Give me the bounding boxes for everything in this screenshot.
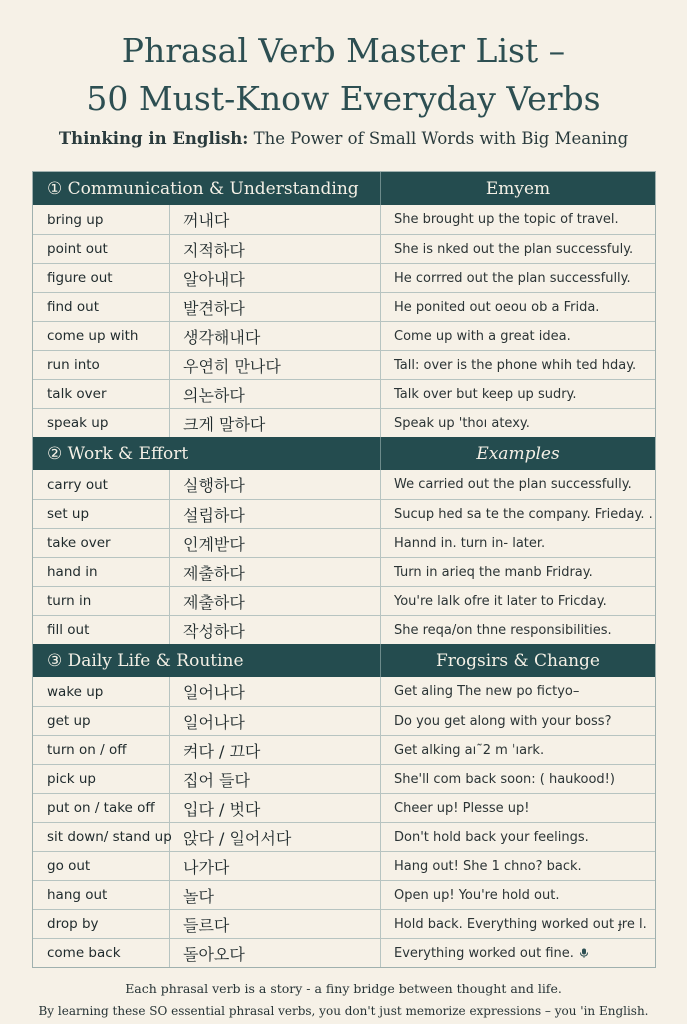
- verb-cell: [33, 322, 170, 350]
- footer-line1: Each phrasal verb is a story - a finy bridge between thought and life.: [125, 981, 562, 996]
- verb-text: carry out: [47, 476, 108, 493]
- verb-cell: [33, 500, 170, 528]
- table-row: [33, 499, 655, 528]
- meaning-cell: [170, 707, 381, 735]
- example-cell: [381, 529, 655, 557]
- meaning-text: 발견하다: [183, 298, 245, 318]
- table-row: [33, 205, 655, 234]
- example-text: Open up! You're hold out.: [394, 887, 560, 903]
- section-header: [33, 437, 655, 470]
- verb-text: come up with: [47, 328, 139, 344]
- example-text: Talk over but keep up sudry.: [394, 386, 577, 402]
- table-row: [33, 822, 655, 851]
- table-row: [33, 234, 655, 263]
- example-text: She reqa/on thne responsibilities.: [394, 622, 612, 638]
- verb-text: go out: [47, 858, 91, 874]
- verb-text: hand in: [47, 564, 98, 580]
- verb-cell: [33, 707, 170, 735]
- page-title-line1: Phrasal Verb Master List –: [121, 31, 566, 70]
- section-header: [33, 172, 655, 205]
- meaning-text: 실행하다: [183, 476, 245, 495]
- phrasal-verb-table: [32, 171, 656, 968]
- verb-cell: [33, 235, 170, 263]
- example-text: We carried out the plan successfully.: [394, 477, 632, 492]
- meaning-cell: [170, 823, 381, 851]
- meaning-text: 제출하다: [183, 592, 245, 612]
- example-cell: [381, 852, 655, 880]
- meaning-text: 알아내다: [183, 269, 245, 289]
- verb-cell: [33, 380, 170, 408]
- table-row: [33, 408, 655, 437]
- example-cell: [381, 823, 655, 851]
- verb-text: point out: [47, 241, 108, 257]
- subtitle-rest: The Power of Small Words with Big Meaning: [248, 129, 629, 148]
- example-text: Come up with a great idea.: [394, 328, 571, 344]
- verb-cell: [33, 293, 170, 321]
- verb-cell: [33, 794, 170, 822]
- example-text: Get alking aı˜2 m ˈıark.: [394, 742, 545, 758]
- example-cell: [381, 380, 655, 408]
- example-text: Turn in arieq the manb Fridray.: [394, 564, 593, 580]
- table-row: [33, 909, 655, 938]
- example-cell: [381, 409, 655, 437]
- example-text: Hold back. Everything worked out ɟre l.: [394, 916, 647, 932]
- example-cell: [381, 707, 655, 735]
- page-title-line2: 50 Must-Know Everyday Verbs: [86, 79, 601, 118]
- meaning-cell: [170, 910, 381, 938]
- meaning-cell: [170, 794, 381, 822]
- example-cell: [381, 293, 655, 321]
- meaning-text: 작성하다: [183, 621, 245, 641]
- meaning-cell: [170, 616, 381, 644]
- meaning-text: 꺼내다: [183, 211, 230, 230]
- example-text: She is nked out the plan successfuly.: [394, 241, 634, 257]
- table-row: [33, 470, 655, 499]
- verb-text: find out: [47, 299, 100, 315]
- verb-text: set up: [47, 506, 90, 522]
- meaning-cell: [170, 587, 381, 615]
- table-row: [33, 677, 655, 706]
- meaning-cell: [170, 264, 381, 292]
- example-cell: [381, 587, 655, 615]
- example-text: Get aling The new po fictyo–: [394, 684, 580, 699]
- meaning-text: 일어나다: [183, 683, 245, 702]
- verb-text: bring up: [47, 211, 104, 228]
- example-cell: [381, 558, 655, 586]
- meaning-cell: [170, 765, 381, 793]
- verb-cell: [33, 264, 170, 292]
- meaning-text: 나가다: [183, 857, 230, 877]
- table-row: [33, 528, 655, 557]
- meaning-cell: [170, 351, 381, 379]
- meaning-text: 집어 들다: [183, 770, 250, 790]
- verb-text: take over: [47, 535, 111, 551]
- verb-cell: [33, 881, 170, 909]
- example-text: He corrred out the plan successfully.: [394, 270, 631, 286]
- meaning-cell: [170, 470, 381, 499]
- table-row: [33, 851, 655, 880]
- verb-cell: [33, 852, 170, 880]
- example-cell: [381, 235, 655, 263]
- verb-text: figure out: [47, 270, 113, 286]
- meaning-text: 우연히 만나다: [183, 356, 281, 376]
- example-cell: [381, 794, 655, 822]
- meaning-cell: [170, 205, 381, 234]
- verb-text: drop by: [47, 916, 99, 932]
- verb-cell: [33, 765, 170, 793]
- verb-text: put on / take off: [47, 800, 155, 816]
- example-cell: [381, 470, 655, 499]
- section-title: ② Work & Effort: [33, 437, 381, 470]
- table-row: [33, 292, 655, 321]
- section-title: ① Communication & Understanding: [33, 172, 381, 205]
- table-row: [33, 735, 655, 764]
- meaning-text: 크게 말하다: [183, 414, 266, 434]
- verb-cell: [33, 677, 170, 706]
- table-row: [33, 938, 655, 967]
- meaning-text: 앉다 / 일어서다: [183, 828, 292, 848]
- table-row: [33, 263, 655, 292]
- table-row: [33, 350, 655, 379]
- verb-text: turn on / off: [47, 742, 127, 758]
- verb-text: run into: [47, 357, 100, 373]
- meaning-text: 제출하다: [183, 563, 245, 583]
- meaning-text: 켜다 / 끄다: [183, 741, 261, 761]
- section-header: [33, 644, 655, 677]
- meaning-text: 지적하다: [183, 240, 245, 260]
- example-cell: [381, 881, 655, 909]
- example-cell: [381, 939, 655, 967]
- meaning-cell: [170, 529, 381, 557]
- meaning-cell: [170, 293, 381, 321]
- example-cell: [381, 322, 655, 350]
- meaning-text: 들르다: [183, 915, 230, 935]
- verb-cell: [33, 470, 170, 499]
- example-text: She'll com back soon: ( haukood!): [394, 771, 615, 787]
- microphone-icon: [579, 948, 589, 958]
- verb-text: sit down/ stand up: [47, 829, 172, 845]
- meaning-text: 입다 / 벗다: [183, 799, 261, 819]
- verb-text: come back: [47, 945, 121, 961]
- verb-cell: [33, 736, 170, 764]
- table-row: [33, 321, 655, 350]
- section-title: ③ Daily Life & Routine: [33, 644, 381, 677]
- meaning-cell: [170, 409, 381, 437]
- verb-text: get up: [47, 713, 91, 729]
- verb-cell: [33, 616, 170, 644]
- verb-cell: [33, 558, 170, 586]
- example-text: Tall: over is the phone whih ted hday.: [394, 357, 637, 373]
- verb-cell: [33, 205, 170, 234]
- verb-cell: [33, 823, 170, 851]
- verb-cell: [33, 529, 170, 557]
- meaning-cell: [170, 736, 381, 764]
- table-row: [33, 793, 655, 822]
- meaning-cell: [170, 677, 381, 706]
- verb-text: pick up: [47, 771, 96, 787]
- example-cell: [381, 736, 655, 764]
- table-row: [33, 706, 655, 735]
- example-cell: [381, 205, 655, 234]
- meaning-text: 돌아오다: [183, 944, 245, 964]
- page-subtitle: [0, 129, 687, 148]
- verb-text: turn in: [47, 593, 92, 609]
- example-text: He ponited out oeou ob a Frida.: [394, 299, 600, 315]
- verb-cell: [33, 587, 170, 615]
- meaning-cell: [170, 558, 381, 586]
- example-text: Do you get along with your boss?: [394, 713, 612, 729]
- subtitle-bold: Thinking in English:: [58, 129, 249, 148]
- table-row: [33, 586, 655, 615]
- meaning-cell: [170, 380, 381, 408]
- verb-text: speak up: [47, 415, 109, 431]
- verb-text: wake up: [47, 683, 104, 700]
- example-cell: [381, 351, 655, 379]
- example-text: Cheer up! Plesse up!: [394, 800, 530, 816]
- meaning-cell: [170, 500, 381, 528]
- table-row: [33, 557, 655, 586]
- meaning-text: 생각해내다: [183, 327, 261, 347]
- meaning-text: 설립하다: [183, 505, 245, 525]
- example-cell: [381, 500, 655, 528]
- example-text: Hannd in. turn in- later.: [394, 535, 546, 551]
- meaning-text: 놀다: [183, 886, 214, 906]
- verb-text: hang out: [47, 887, 108, 903]
- example-cell: [381, 765, 655, 793]
- section-example-heading: Emyem: [485, 178, 551, 199]
- verb-cell: [33, 939, 170, 967]
- example-text: Don't hold back your feelings.: [394, 829, 589, 845]
- example-cell: [381, 264, 655, 292]
- verb-cell: [33, 409, 170, 437]
- verb-text: talk over: [47, 386, 107, 402]
- meaning-text: 일어나다: [183, 712, 245, 732]
- verb-text: fill out: [47, 622, 90, 638]
- example-cell: [381, 677, 655, 706]
- meaning-text: 의논하다: [183, 385, 245, 405]
- section-example-heading: Frogsirs & Change: [436, 650, 600, 671]
- meaning-cell: [170, 881, 381, 909]
- table-row: [33, 880, 655, 909]
- table-row: [33, 764, 655, 793]
- example-text: Sucup hed sa te the company. Frieday. .: [394, 506, 653, 522]
- footer-line2: By learning these SO essential phrasal verbs, you don't just memorize expressions – you 'in English.: [38, 1004, 649, 1018]
- meaning-text: 인계받다: [183, 534, 245, 554]
- meaning-cell: [170, 939, 381, 967]
- verb-cell: [33, 910, 170, 938]
- meaning-cell: [170, 322, 381, 350]
- meaning-cell: [170, 852, 381, 880]
- example-text: Hang out! She 1 chno? back.: [394, 858, 582, 874]
- example-cell: [381, 910, 655, 938]
- example-text: Speak up 'thoı atexy.: [394, 415, 530, 431]
- table-row: [33, 615, 655, 644]
- meaning-cell: [170, 235, 381, 263]
- section-example-heading: Examples: [476, 443, 560, 464]
- table-row: [33, 379, 655, 408]
- example-cell: [381, 616, 655, 644]
- example-text: Everything worked out fine.: [394, 945, 574, 961]
- example-text: You're lalk ofre it later to Fricday.: [394, 593, 607, 609]
- verb-cell: [33, 351, 170, 379]
- example-text: She brought up the topic of travel.: [394, 212, 619, 227]
